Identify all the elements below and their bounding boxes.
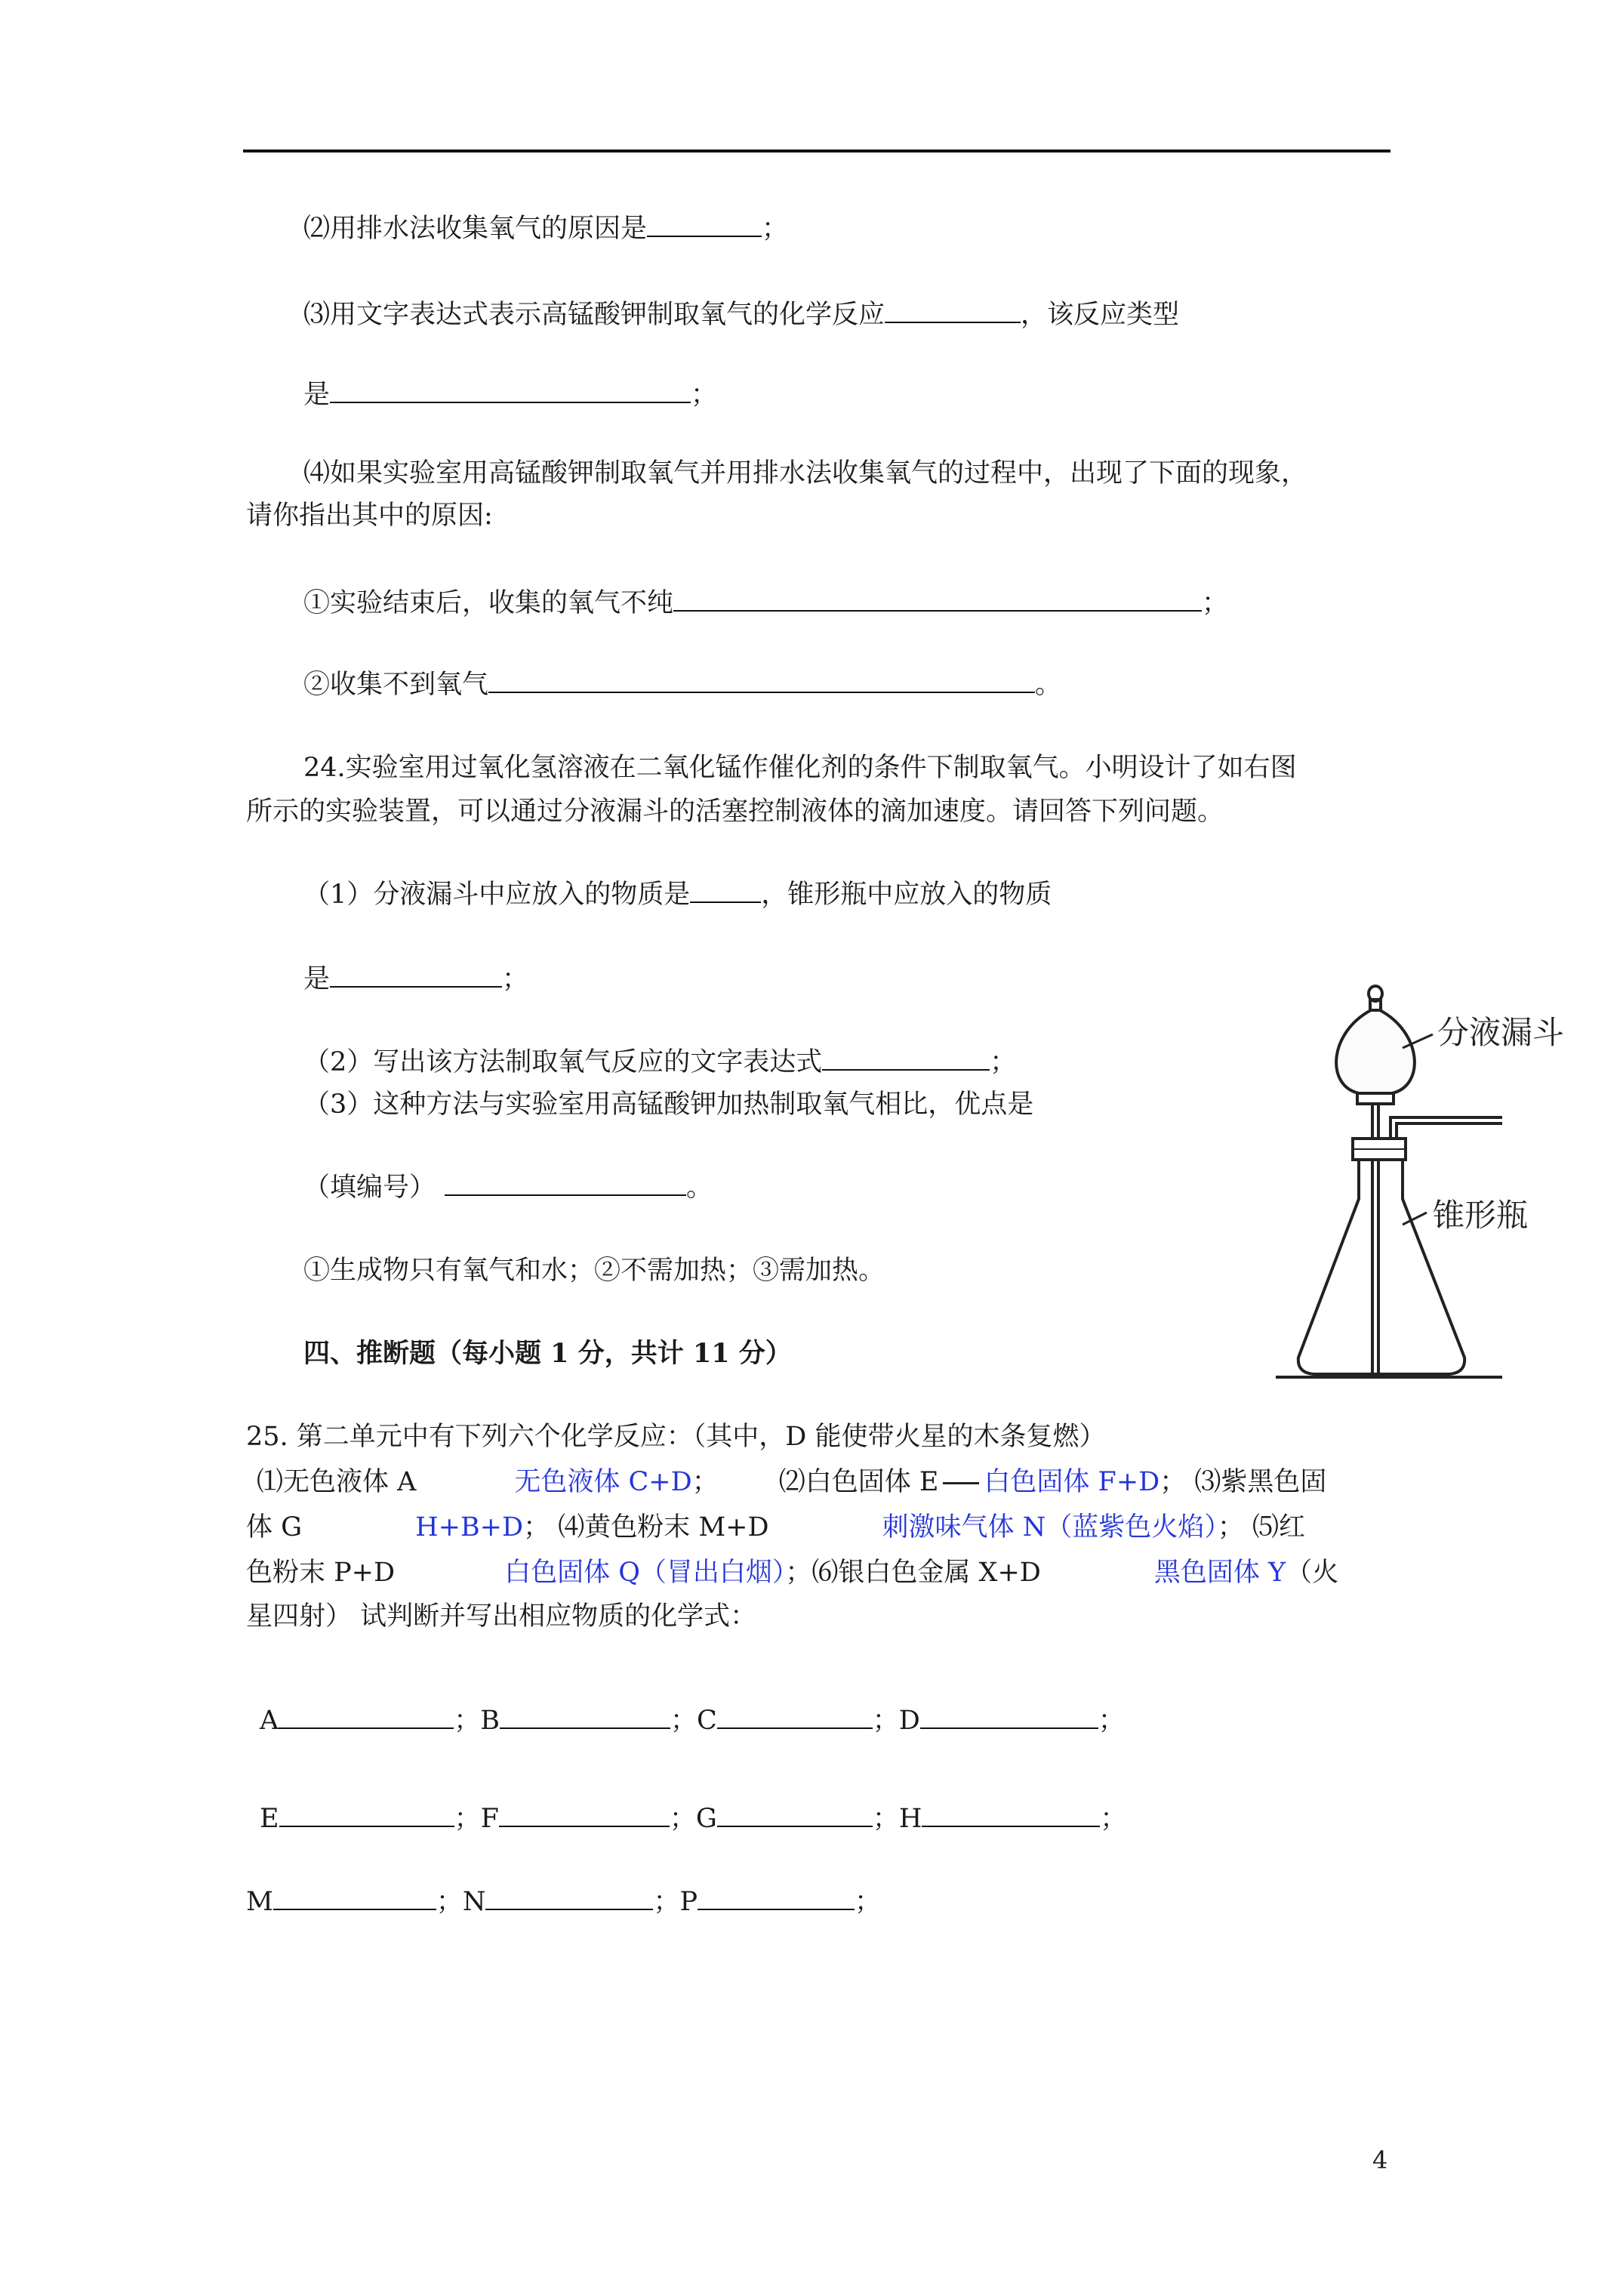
q24-options: ①生成物只有氧气和水；②不需加热；③需加热。 — [303, 1256, 885, 1286]
label-a: A — [260, 1706, 279, 1736]
punct: ； — [855, 1887, 882, 1917]
answer-blank[interactable] — [822, 1043, 990, 1071]
reaction6-product: 黑色固体 Y — [1153, 1558, 1286, 1588]
header-rule — [243, 149, 1390, 153]
q24-sub1-text: （1）分液漏斗中应放入的物质是 — [303, 880, 691, 910]
punct: ； — [1098, 1706, 1125, 1736]
q23-case2 — [303, 666, 1061, 702]
q23-part3-text: ⑶用文字表达式表示高锰酸钾制取氧气的化学反应 — [303, 300, 885, 330]
answer-blank-n[interactable] — [485, 1883, 653, 1910]
q23-part4-line1: ⑷如果实验室用高锰酸钾制取氧气并用排水法收集氧气的过程中，出现了下面的现象， — [303, 458, 1308, 488]
answer-blank-m[interactable] — [273, 1883, 436, 1910]
q23-case1-text: ①实验结束后，收集的氧气不纯 — [303, 588, 674, 618]
answer-blank[interactable] — [647, 210, 762, 237]
conical-flask — [1298, 1160, 1464, 1374]
punct: ； — [990, 1047, 1017, 1077]
q23-case2-text: ②收集不到氧气 — [303, 670, 489, 700]
q25-line1 — [257, 1465, 1326, 1499]
reaction3-start: ； ⑶紫黑色固 — [1160, 1467, 1327, 1497]
page-number: 4 — [1372, 2146, 1388, 2174]
q23-part3b-text: 是 — [303, 380, 331, 410]
answer-blank-c[interactable] — [717, 1702, 873, 1729]
q24-sub1-mid: ，锥形瓶中应放入的物质 — [761, 880, 1052, 910]
label-n: ；N — [436, 1887, 486, 1917]
q25-answer-row3 — [246, 1883, 881, 1919]
punct: ； — [1100, 1804, 1127, 1834]
q24-sub1 — [303, 876, 1052, 912]
reaction4-product: 刺激味气体 N（蓝紫色火焰） — [882, 1512, 1218, 1542]
stopcock — [1357, 1093, 1394, 1104]
reaction1-product: 无色液体 C+D — [514, 1467, 692, 1497]
q25-answer-row2 — [260, 1800, 1126, 1836]
reaction2-reactant: ⑵白色固体 E — [778, 1467, 939, 1497]
reaction1-reactant: ⑴无色液体 A — [257, 1467, 417, 1497]
answer-blank[interactable] — [488, 666, 1035, 693]
reaction6-note: （火 — [1286, 1558, 1339, 1588]
q23-part3 — [303, 296, 1179, 332]
label-p: ；P — [653, 1887, 698, 1917]
q23-part2-text: ⑵用排水法收集氧气的原因是 — [303, 214, 648, 244]
punct: ； — [691, 380, 718, 410]
q24-sub1b-text: 是 — [303, 964, 331, 994]
answer-blank-g[interactable] — [717, 1800, 873, 1827]
q23-case1 — [303, 584, 1228, 621]
punct: ； — [1202, 588, 1229, 618]
answer-blank[interactable] — [330, 960, 502, 988]
q24-sub3b — [303, 1169, 713, 1205]
answer-blank-a[interactable] — [279, 1702, 454, 1729]
answer-blank-e[interactable] — [279, 1800, 454, 1827]
punct: ； — [762, 214, 789, 244]
answer-blank-b[interactable] — [500, 1702, 670, 1729]
q25-line3 — [246, 1555, 1338, 1590]
reaction5-product: 白色固体 Q（冒出白烟） — [504, 1558, 786, 1588]
separatory-funnel — [1336, 1010, 1415, 1093]
punct: 。 — [686, 1173, 713, 1203]
q24-intro-line1: 24.实验室用过氧化氢溶液在二氧化锰作催化剂的条件下制取氧气。小明设计了如右图 — [303, 753, 1297, 783]
reaction4-reactant: ； ⑷黄色粉末 M+D — [523, 1512, 769, 1542]
q23-part2 — [303, 210, 788, 246]
q24-sub1b — [303, 960, 528, 997]
q23-part3b — [303, 376, 717, 412]
label-g: ；G — [669, 1804, 717, 1834]
q24-sub2 — [303, 1043, 1016, 1080]
delivery-tube — [1390, 1117, 1502, 1139]
answer-blank[interactable] — [673, 584, 1202, 612]
punct: ； — [502, 964, 529, 994]
label-d: ；D — [872, 1706, 920, 1736]
reaction3-product: H+B+D — [415, 1512, 524, 1542]
q24-sub3b-text: （填编号） — [303, 1173, 436, 1203]
answer-blank-h[interactable] — [922, 1800, 1100, 1827]
label-f: ；F — [454, 1804, 499, 1834]
q25-intro: 25. 第二单元中有下列六个化学反应：（其中，D 能使带火星的木条复燃） — [246, 1422, 1106, 1452]
label-e: E — [260, 1804, 279, 1834]
label-h: ；H — [872, 1804, 922, 1834]
reaction5-reactant: 色粉末 P+D — [246, 1558, 396, 1588]
q25-line2 — [246, 1510, 1305, 1545]
reaction6-reactant: ；⑹银白色金属 X+D — [785, 1558, 1041, 1588]
q25-line4: 星四射） 试判断并写出相应物质的化学式： — [246, 1601, 757, 1632]
answer-blank[interactable] — [330, 376, 691, 403]
reaction2-product: 白色固体 F+D — [984, 1467, 1160, 1497]
punct: 。 — [1035, 670, 1062, 700]
answer-blank[interactable] — [690, 876, 761, 903]
reaction3-reactant: 体 G — [246, 1512, 303, 1542]
answer-blank-f[interactable] — [499, 1800, 670, 1827]
q25-answer-row1 — [260, 1702, 1125, 1738]
section4-title: 四、推断题（每小题 1 分，共计 11 分） — [303, 1338, 792, 1369]
label-c: ；C — [670, 1706, 717, 1736]
answer-blank[interactable] — [445, 1169, 686, 1196]
answer-blank[interactable] — [885, 296, 1021, 323]
q24-intro-line2: 所示的实验装置，可以通过分液漏斗的活塞控制液体的滴加速度。请回答下列问题。 — [246, 797, 1224, 827]
label-m: M — [246, 1887, 273, 1917]
q23-part4-line2: 请你指出其中的原因: — [246, 501, 493, 531]
apparatus-figure — [1276, 980, 1578, 1388]
q24-sub3: （3）这种方法与实验室用高锰酸钾加热制取氧气相比，优点是 — [303, 1089, 1034, 1120]
q24-sub2-text: （2）写出该方法制取氧气反应的文字表达式 — [303, 1047, 823, 1077]
q23-part3-mid: ，该反应类型 — [1021, 300, 1180, 330]
label-funnel: 分液漏斗 — [1437, 1014, 1565, 1051]
answer-blank-p[interactable] — [698, 1883, 855, 1910]
punct: ； — [691, 1467, 719, 1497]
reaction5-start: ； ⑸红 — [1217, 1512, 1305, 1542]
label-b: ；B — [454, 1706, 500, 1736]
reaction-arrow — [943, 1482, 979, 1484]
answer-blank-d[interactable] — [920, 1702, 1098, 1729]
label-flask: 锥形瓶 — [1433, 1197, 1529, 1234]
